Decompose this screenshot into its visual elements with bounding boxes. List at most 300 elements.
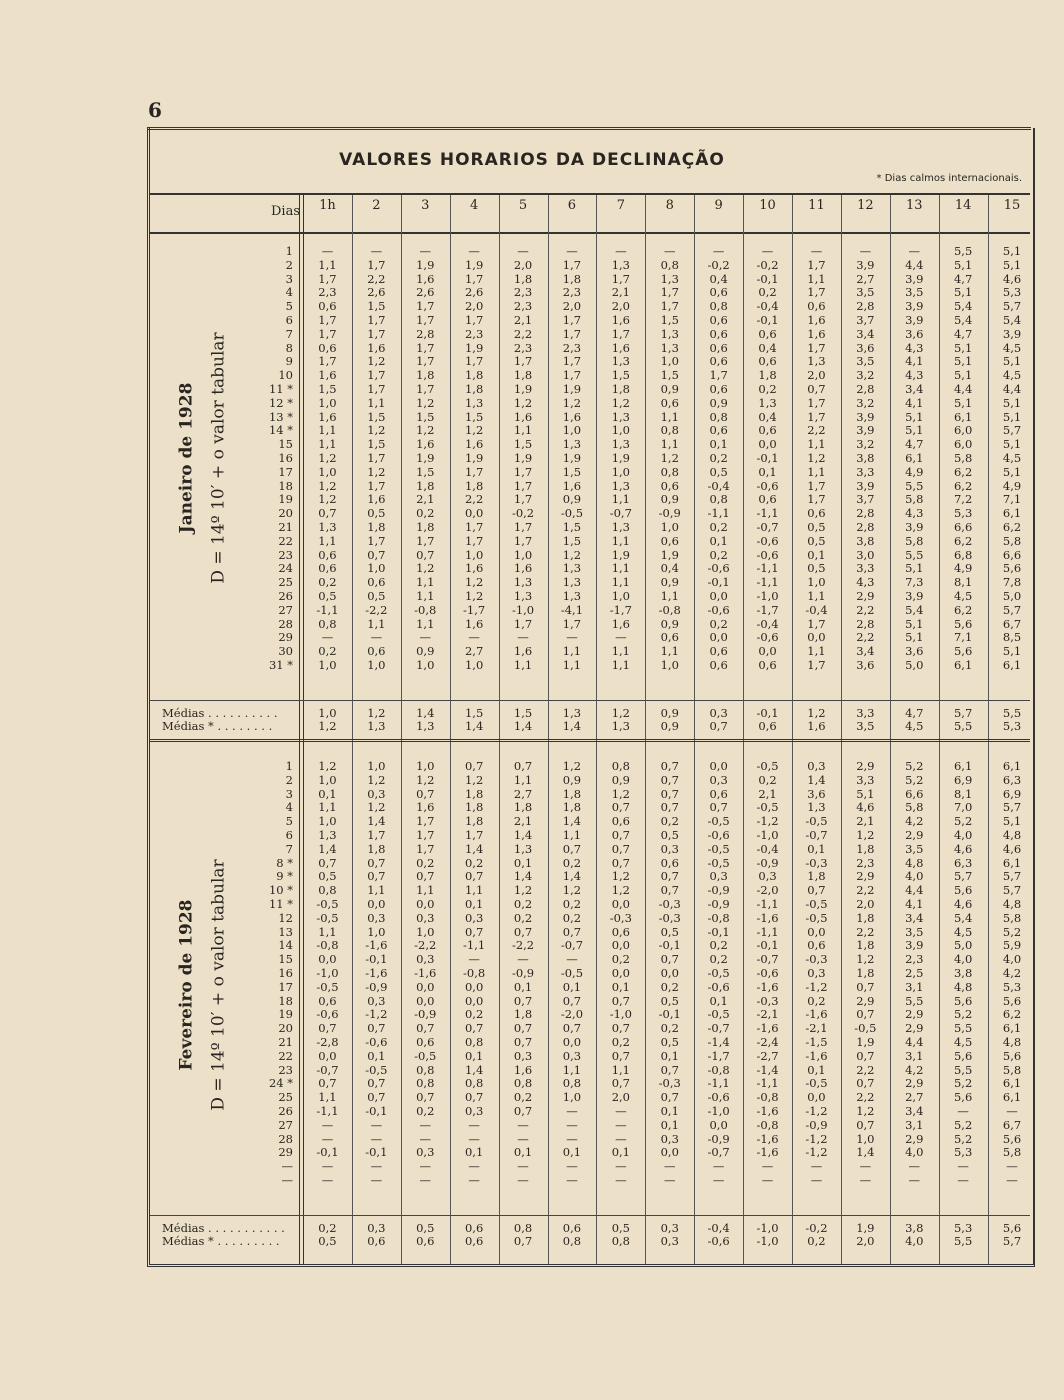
value-cell: 1,3: [611, 437, 630, 452]
medias-row: [0, 1235, 1030, 1248]
value-cell: -0,6: [707, 828, 730, 842]
value-cell: 1,4: [464, 1062, 484, 1077]
value-cell: —: [615, 1159, 627, 1174]
table-row: [0, 1160, 1030, 1173]
value-cell: -0,5: [707, 841, 730, 856]
value-cell: —: [761, 244, 774, 258]
value-cell: 1,2: [367, 423, 386, 438]
value-cell: 0,7: [318, 855, 337, 870]
section-rule: [150, 739, 1030, 742]
value-cell: 1,7: [416, 841, 435, 856]
value-cell: 0,8: [464, 1035, 484, 1049]
value-cell: 1,7: [416, 828, 435, 842]
value-cell: -0,7: [707, 1145, 730, 1160]
value-cell: 0,9: [660, 706, 679, 720]
value-cell: 2,0: [464, 299, 484, 314]
value-cell: 5,5: [905, 993, 924, 1008]
value-cell: 1,9: [856, 1035, 875, 1049]
value-cell: 2,7: [513, 786, 533, 801]
value-cell: -0,1: [756, 706, 779, 720]
value-cell: 5,6: [1002, 561, 1022, 576]
value-cell: 1,6: [513, 644, 533, 659]
value-cell: 2,8: [856, 616, 875, 631]
value-cell: 5,1: [953, 368, 973, 383]
value-cell: —: [321, 1131, 334, 1146]
value-cell: 1,2: [807, 451, 826, 465]
value-cell: -0,1: [365, 1104, 388, 1118]
table-row: [0, 493, 1030, 506]
value-cell: 3,4: [905, 910, 924, 925]
value-cell: 4,5: [953, 1035, 973, 1049]
value-cell: 4,7: [905, 437, 924, 452]
value-cell: 0,9: [562, 772, 582, 787]
value-cell: 1,1: [807, 437, 826, 452]
value-cell: 2,6: [464, 285, 484, 300]
value-cell: 4,1: [905, 395, 924, 410]
value-cell: -0,1: [365, 952, 388, 967]
value-cell: 1,2: [562, 395, 582, 410]
value-cell: 2,0: [856, 897, 875, 911]
value-cell: 1,2: [660, 451, 679, 465]
day-number: 22: [278, 1048, 293, 1063]
value-cell: 3,3: [856, 772, 875, 787]
value-cell: 0,7: [513, 993, 533, 1008]
value-cell: 1,7: [318, 313, 337, 327]
value-cell: 4,7: [953, 326, 973, 341]
value-cell: 1,0: [562, 1090, 582, 1105]
value-cell: 1,1: [464, 883, 484, 898]
value-cell: 0,8: [464, 1076, 484, 1091]
value-cell: —: [370, 1159, 383, 1174]
day-number: 16: [278, 966, 293, 980]
value-cell: 7,3: [905, 575, 924, 590]
value-cell: 1,7: [709, 368, 728, 383]
value-cell: 0,1: [464, 897, 484, 911]
value-cell: 1,6: [513, 561, 533, 576]
value-cell: -1,0: [707, 1104, 730, 1118]
value-cell: 1,7: [660, 285, 679, 300]
section-rule: [150, 1215, 1030, 1216]
value-cell: 5,2: [905, 759, 924, 773]
value-cell: 0,8: [416, 1076, 435, 1091]
value-cell: —: [370, 1131, 383, 1146]
value-cell: 1,1: [660, 409, 679, 424]
value-cell: 0,2: [318, 644, 337, 659]
value-cell: 3,9: [1002, 326, 1022, 341]
value-cell: 6,6: [905, 786, 924, 801]
value-cell: 2,2: [856, 1062, 875, 1077]
value-cell: —: [468, 630, 480, 645]
value-cell: 1,1: [513, 772, 533, 787]
value-cell: 4,2: [905, 1062, 924, 1077]
value-cell: -2,0: [756, 883, 779, 898]
value-cell: 1,2: [611, 395, 630, 410]
day-number: 5: [285, 814, 293, 829]
value-cell: 1,4: [513, 869, 533, 884]
header-hour: 11: [808, 198, 825, 213]
value-cell: 5,6: [1002, 1221, 1022, 1235]
value-cell: 1,6: [807, 719, 826, 733]
value-cell: 1,1: [807, 589, 826, 603]
value-cell: 5,8: [1002, 1145, 1022, 1160]
value-cell: —: [517, 1131, 529, 1146]
value-cell: 0,2: [611, 1035, 630, 1049]
value-cell: 5,8: [953, 451, 973, 465]
value-cell: 0,7: [464, 869, 484, 884]
table-row: [0, 300, 1030, 313]
value-cell: 0,2: [513, 910, 533, 925]
value-cell: 1,7: [807, 285, 826, 300]
value-cell: 0,4: [709, 271, 728, 286]
value-cell: 4,3: [905, 340, 924, 355]
value-cell: 1,9: [856, 1221, 875, 1235]
value-cell: 0,6: [367, 575, 386, 590]
value-cell: 1,6: [318, 409, 337, 424]
value-cell: -0,6: [365, 1035, 388, 1049]
table-row: [0, 507, 1030, 520]
header-bottom-rule: [150, 232, 1030, 234]
value-cell: 1,7: [416, 299, 435, 314]
value-cell: 0,5: [367, 506, 386, 521]
value-cell: 5,8: [1002, 533, 1022, 548]
value-cell: 0,6: [464, 1234, 484, 1248]
value-cell: —: [615, 1117, 627, 1132]
value-cell: 2,0: [856, 1234, 875, 1248]
value-cell: 1,3: [513, 575, 533, 590]
value-cell: 5,8: [905, 533, 924, 548]
value-cell: -0,8: [658, 602, 681, 617]
value-cell: -0,5: [560, 506, 584, 521]
value-cell: -0,5: [365, 1062, 388, 1077]
value-cell: 4,5: [1002, 340, 1022, 355]
value-cell: 5,1: [953, 257, 973, 272]
value-cell: 1,6: [416, 800, 435, 815]
value-cell: -0,1: [707, 575, 730, 590]
value-cell: 2,2: [807, 423, 826, 438]
value-cell: 1,1: [611, 1062, 630, 1077]
value-cell: 1,3: [611, 257, 630, 272]
value-cell: -0,6: [707, 1234, 730, 1248]
day-number: 16: [278, 451, 293, 465]
value-cell: 0,1: [709, 993, 728, 1008]
value-cell: 1,0: [367, 658, 386, 672]
value-cell: 1,1: [318, 257, 337, 272]
value-cell: 0,2: [513, 897, 533, 911]
value-cell: 0,1: [709, 533, 728, 548]
table-row: [0, 645, 1030, 658]
value-cell: 0,1: [464, 1048, 484, 1063]
value-cell: 2,8: [856, 382, 875, 396]
value-cell: 4,9: [905, 464, 924, 479]
value-cell: 3,9: [856, 409, 875, 424]
value-cell: 2,1: [513, 313, 533, 327]
header-hour: 10: [759, 198, 776, 213]
value-cell: 0,5: [318, 869, 337, 884]
value-cell: 1,7: [562, 313, 582, 327]
value-cell: 2,2: [856, 602, 875, 617]
value-cell: 1,1: [660, 644, 679, 659]
value-cell: 0,0: [758, 644, 777, 659]
value-cell: 1,7: [367, 326, 386, 341]
value-cell: -0,5: [805, 814, 828, 829]
value-cell: 0,1: [464, 1145, 484, 1160]
value-cell: 1,2: [464, 772, 484, 787]
value-cell: 2,7: [856, 271, 875, 286]
value-cell: 0,7: [856, 1048, 875, 1063]
table-row: [0, 562, 1030, 575]
value-cell: 1,3: [660, 340, 679, 355]
value-cell: 0,7: [856, 979, 875, 994]
value-cell: 2,8: [856, 520, 875, 534]
day-number: 12: [278, 910, 293, 925]
value-cell: -0,2: [756, 257, 779, 272]
value-cell: 5,1: [953, 340, 973, 355]
value-cell: 1,7: [562, 257, 582, 272]
value-cell: 0,6: [807, 299, 826, 314]
value-cell: 0,1: [660, 1104, 679, 1118]
value-cell: 0,8: [513, 1221, 533, 1235]
value-cell: 0,7: [709, 800, 728, 815]
value-cell: 0,2: [464, 1007, 484, 1022]
value-cell: -1,0: [756, 1221, 779, 1235]
value-cell: 1,1: [367, 616, 386, 631]
value-cell: 0,6: [318, 993, 337, 1008]
value-cell: 1,3: [660, 326, 679, 341]
value-cell: 0,7: [318, 506, 337, 521]
value-cell: 1,7: [611, 271, 630, 286]
day-number: 6: [285, 313, 293, 327]
table-row: [0, 1064, 1030, 1077]
value-cell: —: [663, 1173, 676, 1187]
day-number: 4: [285, 800, 293, 815]
value-cell: 0,6: [660, 478, 679, 493]
table-row: [0, 1077, 1030, 1090]
value-cell: 1,7: [513, 492, 533, 507]
month-label: Fevereiro de 1928: [176, 899, 197, 1071]
value-cell: 6,2: [953, 478, 973, 493]
value-cell: 0,7: [660, 772, 679, 787]
value-cell: 5,7: [1002, 869, 1022, 884]
value-cell: -0,5: [707, 966, 730, 980]
value-cell: —: [419, 1117, 431, 1132]
value-cell: 1,0: [464, 658, 484, 672]
value-cell: 5,7: [1002, 602, 1022, 617]
value-cell: 0,8: [318, 883, 337, 898]
day-number: 22: [278, 533, 293, 548]
value-cell: 0,1: [513, 855, 533, 870]
value-cell: 0,7: [464, 1090, 484, 1105]
value-cell: -0,4: [756, 299, 779, 314]
value-cell: 0,0: [367, 897, 386, 911]
value-cell: 0,3: [464, 910, 484, 925]
value-cell: 0,1: [367, 1048, 386, 1063]
table-title: VALORES HORARIOS DA DECLINAÇÃO: [339, 150, 725, 170]
value-cell: 2,2: [513, 326, 533, 341]
value-cell: 1,7: [562, 354, 582, 369]
value-cell: 0,1: [611, 979, 630, 994]
day-number: 1: [285, 759, 293, 773]
value-cell: 0,7: [513, 924, 533, 939]
value-cell: 0,7: [562, 841, 582, 856]
value-cell: 5,6: [953, 644, 973, 659]
value-cell: 1,5: [660, 368, 679, 383]
value-cell: 1,6: [464, 561, 484, 576]
table-row: [0, 576, 1030, 589]
value-cell: 2,3: [562, 285, 582, 300]
value-cell: 0,7: [562, 1021, 582, 1036]
value-cell: 0,5: [807, 561, 826, 576]
value-cell: 2,2: [464, 492, 484, 507]
value-cell: -0,4: [805, 602, 828, 617]
value-cell: 0,3: [709, 772, 728, 787]
value-cell: 0,0: [464, 506, 484, 521]
value-cell: 7,2: [953, 492, 973, 507]
header-hour: 5: [518, 198, 528, 213]
value-cell: -0,9: [707, 897, 730, 911]
value-cell: 0,7: [318, 1021, 337, 1036]
value-cell: —: [810, 1159, 823, 1174]
table-row: [0, 843, 1030, 856]
value-cell: 1,2: [367, 464, 386, 479]
value-cell: 2,9: [905, 1021, 924, 1036]
value-cell: -0,1: [365, 1145, 388, 1160]
value-cell: —: [321, 1117, 334, 1132]
value-cell: 0,9: [611, 772, 630, 787]
table-row: [0, 521, 1030, 534]
value-cell: 0,3: [513, 1048, 533, 1063]
value-cell: 3,6: [905, 326, 924, 341]
value-cell: 1,3: [807, 800, 826, 815]
day-number: 18: [278, 478, 293, 493]
value-cell: 3,3: [856, 561, 875, 576]
value-cell: 0,2: [318, 575, 337, 590]
value-cell: 0,2: [758, 382, 777, 396]
value-cell: 1,3: [513, 589, 533, 603]
value-cell: 1,7: [807, 257, 826, 272]
value-cell: 0,7: [367, 1090, 386, 1105]
value-cell: —: [566, 1159, 578, 1174]
value-cell: 1,6: [562, 478, 582, 493]
value-cell: 4,5: [1002, 451, 1022, 465]
value-cell: 5,5: [905, 547, 924, 562]
value-cell: 1,5: [660, 313, 679, 327]
value-cell: 0,0: [416, 897, 435, 911]
value-cell: -0,9: [365, 979, 388, 994]
value-cell: -0,9: [511, 966, 535, 980]
value-cell: 0,0: [709, 589, 728, 603]
value-cell: 1,5: [367, 437, 386, 452]
table-row: [0, 1174, 1030, 1187]
value-cell: -0,4: [707, 478, 730, 493]
value-cell: -0,9: [756, 855, 779, 870]
value-cell: 0,2: [464, 855, 484, 870]
value-cell: 2,0: [562, 299, 582, 314]
table-row: [0, 967, 1030, 980]
value-cell: 1,8: [416, 520, 435, 534]
value-cell: 5,1: [953, 354, 973, 369]
value-cell: 1,7: [513, 478, 533, 493]
value-cell: -1,1: [756, 924, 779, 939]
value-cell: 0,7: [513, 1104, 533, 1118]
value-cell: 0,5: [318, 589, 337, 603]
value-cell: 4,9: [953, 561, 973, 576]
value-cell: —: [1006, 1173, 1018, 1187]
value-cell: -0,5: [316, 910, 339, 925]
value-cell: —: [761, 1173, 774, 1187]
value-cell: —: [370, 630, 383, 645]
value-cell: —: [419, 1131, 431, 1146]
value-cell: 1,0: [318, 814, 337, 829]
value-cell: 2,1: [758, 786, 777, 801]
value-cell: 2,1: [856, 814, 875, 829]
table-row: [0, 926, 1030, 939]
value-cell: -1,0: [756, 828, 779, 842]
value-cell: 3,9: [905, 589, 924, 603]
value-cell: -0,3: [609, 910, 632, 925]
value-cell: 1,8: [367, 841, 386, 856]
value-cell: 1,5: [318, 382, 337, 396]
value-cell: -0,7: [609, 506, 632, 521]
value-cell: —: [566, 952, 578, 967]
value-cell: 0,6: [709, 644, 728, 659]
value-cell: 0,5: [807, 533, 826, 548]
value-cell: 0,2: [709, 938, 728, 953]
value-cell: 7,1: [953, 630, 973, 645]
header-hour: 9: [714, 198, 723, 213]
value-cell: -2,1: [756, 1007, 779, 1022]
value-cell: 1,7: [318, 354, 337, 369]
value-cell: 3,3: [856, 706, 875, 720]
day-number: 10: [278, 368, 293, 383]
value-cell: 5,3: [1002, 719, 1022, 733]
value-cell: 0,0: [318, 952, 337, 967]
table-row: [0, 857, 1030, 870]
value-cell: -2,2: [365, 602, 388, 617]
value-cell: 0,2: [807, 1234, 826, 1248]
value-cell: 3,8: [856, 533, 875, 548]
table-row: [0, 953, 1030, 966]
value-cell: 0,7: [513, 759, 533, 773]
day-number: 5: [285, 299, 293, 314]
value-cell: 1,9: [562, 451, 582, 465]
value-cell: 0,3: [709, 869, 728, 884]
value-cell: 0,3: [660, 1221, 679, 1235]
table-row: [0, 1036, 1030, 1049]
value-cell: 3,6: [856, 658, 875, 672]
day-number: 12 *: [268, 395, 293, 410]
value-cell: -0,3: [805, 952, 828, 967]
value-cell: -0,8: [414, 602, 437, 617]
value-cell: —: [615, 1104, 627, 1118]
value-cell: 1,8: [562, 271, 582, 286]
value-cell: 0,9: [660, 719, 679, 733]
medias-label: Médias * . . . . . . . .: [162, 719, 273, 733]
day-number: 21: [278, 1035, 293, 1049]
value-cell: 1,0: [318, 658, 337, 672]
value-cell: —: [468, 244, 480, 258]
value-cell: 6,0: [953, 423, 973, 438]
value-cell: -1,6: [756, 1104, 779, 1118]
value-cell: 4,8: [1002, 1035, 1022, 1049]
value-cell: 1,9: [464, 257, 484, 272]
value-cell: -0,9: [658, 506, 681, 521]
value-cell: 2,6: [416, 285, 435, 300]
value-cell: 4,6: [1002, 841, 1022, 856]
value-cell: 1,7: [416, 354, 435, 369]
value-cell: 5,8: [905, 800, 924, 815]
value-cell: 2,2: [856, 924, 875, 939]
value-cell: -1,4: [707, 1035, 730, 1049]
